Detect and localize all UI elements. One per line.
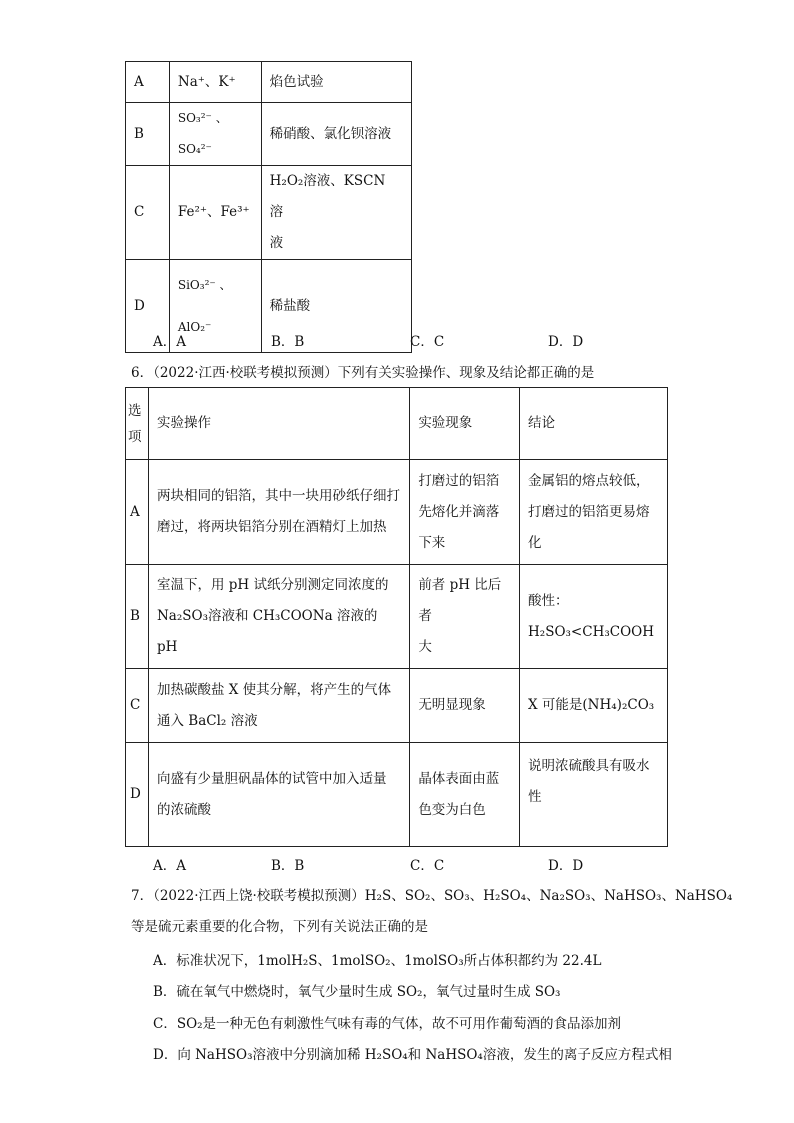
- option-a[interactable]: A．A: [153, 334, 186, 350]
- reagent-cell: 焰色试验: [261, 62, 411, 103]
- header-line: 项: [128, 428, 142, 445]
- option-b[interactable]: B．B: [271, 858, 305, 874]
- phenomenon-cell: [410, 669, 520, 743]
- option-a[interactable]: A．A: [153, 858, 186, 874]
- header-conclusion: 结论: [520, 388, 668, 460]
- text-line: H₂SO₃<CH₃COOH: [528, 623, 654, 640]
- ion-test-table: [125, 61, 412, 353]
- conclusion-cell: [520, 743, 668, 847]
- choice-d[interactable]: D．向 NaHSO₃溶液中分别滴加稀 H₂SO₄和 NaHSO₄溶液，发生的离子反应方程式相: [153, 1047, 672, 1063]
- text-line: 化: [528, 534, 542, 551]
- header-option: [126, 388, 149, 460]
- text-line: 无明显现象: [418, 697, 486, 713]
- text-line: 通入 BaCl₂ 溶液: [156, 712, 258, 729]
- operation-cell: [148, 743, 409, 847]
- option-c[interactable]: C．C: [410, 858, 445, 874]
- row-label: C: [126, 669, 149, 743]
- ion-cell: Fe²⁺、Fe³⁺: [169, 166, 261, 260]
- row-label: A: [126, 460, 149, 565]
- row-label: A: [126, 62, 170, 103]
- text-line: 酸性：: [528, 592, 569, 609]
- table-row: [126, 103, 412, 166]
- table-header-row: [126, 388, 668, 460]
- header-operation: 实验操作: [148, 388, 409, 460]
- operation-cell: [148, 669, 409, 743]
- phenomenon-cell: [410, 743, 520, 847]
- question-7-stem-line-2: 等是硫元素重要的化合物，下列有关说法正确的是: [131, 919, 428, 935]
- operation-cell: [148, 565, 409, 669]
- ion-line: AlO₂⁻: [177, 320, 212, 334]
- header-line: 选: [128, 402, 142, 419]
- conclusion-cell: [520, 565, 668, 669]
- text-line: Na₂SO₃溶液和 CH₃COONa 溶液的 pH: [156, 608, 378, 655]
- text-line: 金属铝的熔点较低，: [528, 472, 650, 489]
- text-line: 性: [528, 789, 542, 805]
- table-row: [126, 62, 412, 103]
- text-line: 室温下，用 pH 试纸分别测定同浓度的: [156, 577, 389, 593]
- text-line: 打磨过的铝箔: [418, 472, 500, 489]
- text-line: 前者 pH 比后者: [418, 577, 502, 624]
- text-line: 磨过，将两块铝箔分别在酒精灯上加热: [156, 519, 387, 535]
- text-line: X 可能是(NH₄)₂CO₃: [528, 697, 655, 713]
- text-line: 色变为白色: [418, 801, 486, 818]
- question-7-stem-line-1: 7．（2022·江西上饶·校联考模拟预测）H₂S、SO₂、SO₃、H₂SO₄、Na₂SO₃、NaHSO₃、NaHSO₄: [131, 888, 733, 904]
- table-row: [126, 669, 668, 743]
- experiment-table: [125, 387, 668, 847]
- text-line: 晶体表面由蓝: [418, 770, 500, 787]
- choice-c[interactable]: C．SO₂是一种无色有刺激性气味有毒的气体，故不可用作葡萄酒的食品添加剂: [153, 1016, 622, 1032]
- operation-cell: [148, 460, 409, 565]
- choice-a[interactable]: A．标准状况下，1molH₂S、1molSO₂、1molSO₃所占体积都约为 22.4L: [153, 953, 602, 969]
- text-line: 加热碳酸盐 X 使其分解，将产生的气体: [156, 681, 392, 698]
- row-label: B: [126, 103, 170, 166]
- reagent-cell: 稀盐酸: [261, 260, 411, 353]
- row-label: C: [126, 166, 170, 260]
- row-label: D: [126, 260, 170, 353]
- header-phenomenon: 实验现象: [410, 388, 520, 460]
- option-b[interactable]: B．B: [271, 334, 305, 350]
- text-line: 打磨过的铝箔更易熔: [528, 503, 650, 520]
- reagent-cell: 稀硝酸、氯化钡溶液: [261, 103, 411, 166]
- ion-cell: SO₃²⁻ 、SO₄²⁻: [169, 103, 261, 166]
- text-line: 说明浓硫酸具有吸水: [528, 758, 650, 774]
- text-line: 下来: [418, 534, 446, 551]
- row-label: B: [126, 565, 149, 669]
- text-line: 大: [418, 639, 432, 655]
- ion-cell: Na⁺、K⁺: [169, 62, 261, 103]
- option-c[interactable]: C．C: [410, 334, 445, 350]
- text-line: 先熔化并滴落: [418, 503, 500, 520]
- row-label: D: [126, 743, 149, 847]
- conclusion-cell: [520, 460, 668, 565]
- reagent-line: 液: [269, 235, 284, 251]
- reagent-line: H₂O₂溶液、KSCN 溶: [269, 173, 386, 220]
- option-d[interactable]: D．D: [548, 334, 584, 350]
- table-row: [126, 743, 668, 847]
- reagent-cell: [261, 166, 411, 260]
- table-row: [126, 460, 668, 565]
- conclusion-cell: [520, 669, 668, 743]
- choice-b[interactable]: B．硫在氧气中燃烧时，氧气少量时生成 SO₂，氧气过量时生成 SO₃: [153, 984, 561, 1000]
- text-line: 向盛有少量胆矾晶体的试管中加入适量: [156, 770, 387, 787]
- text-line: 的浓硫酸: [156, 801, 211, 818]
- ion-line: SiO₃²⁻ 、: [177, 278, 232, 292]
- question-6-stem: 6．（2022·江西·校联考模拟预测）下列有关实验操作、现象及结论都正确的是: [131, 365, 595, 381]
- phenomenon-cell: [410, 460, 520, 565]
- option-d[interactable]: D．D: [548, 858, 584, 874]
- phenomenon-cell: [410, 565, 520, 669]
- table-row: [126, 565, 668, 669]
- text-line: 两块相同的铝箔，其中一块用砂纸仔细打: [156, 488, 400, 504]
- table-row: [126, 166, 412, 260]
